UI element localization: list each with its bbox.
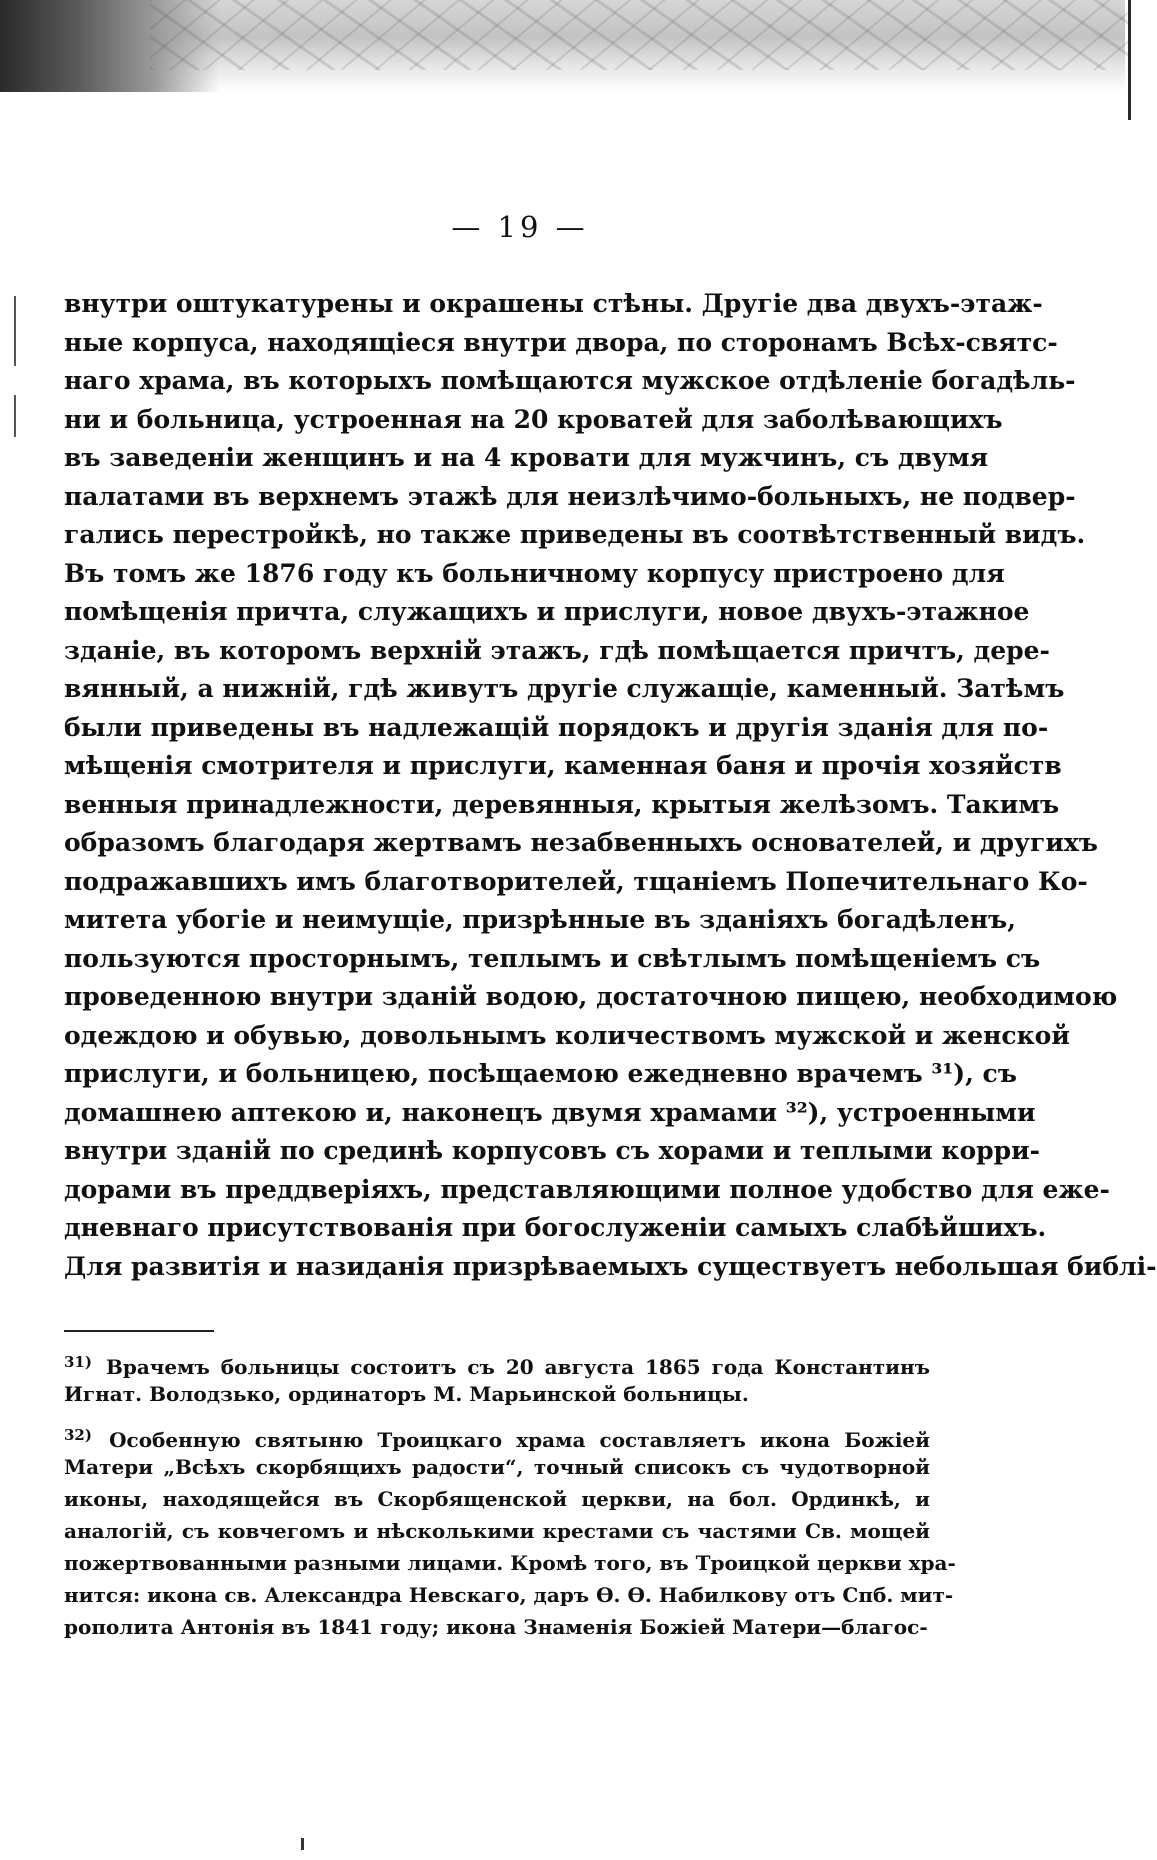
text-line: мѣщенія смотрителя и прислуги, каменная баня и прочія хозяйств — [64, 751, 1062, 780]
text-line: гались перестройкѣ, но также приведены въ соотвѣтственный видъ. — [64, 520, 1086, 549]
footnote-text: Врачемъ больницы состоитъ съ 20 августа 1865 года Константинъ — [105, 1355, 930, 1379]
text-line: ные корпуса, находящіеся внутри двора, по сторонамъ Всѣх-святс- — [64, 327, 1058, 357]
text-line: помѣщенія причта, служащихъ и прислуги, новое двухъ-этажное — [64, 597, 1030, 626]
footnote-line: Игнат. Володзько, ординаторъ М. Марьинской больницы. — [64, 1382, 749, 1406]
text-line: были приведены въ надлежащій порядокъ и другія зданія для по- — [64, 712, 1049, 742]
body-text — [64, 285, 1157, 1286]
footnote-number: 32) — [64, 1426, 92, 1444]
text-line: внутри оштукатурены и окрашены стѣны. Другіе два двухъ-этаж- — [64, 289, 1043, 318]
footnote-number: 31) — [64, 1353, 92, 1371]
text-line: домашнею аптекою и, наконецъ двумя храмами ³²), устроенными — [64, 1097, 1036, 1127]
footnote-line — [64, 1346, 930, 1378]
text-line: проведенною внутри зданій водою, достаточною пищею, необходимою — [64, 982, 1118, 1011]
text-line: Для развитія и назиданія призрѣваемыхъ существуетъ небольшая библі- — [64, 1251, 1157, 1281]
text-line: венныя принадлежности, деревянныя, крытыя желѣзомъ. Такимъ — [64, 789, 1060, 819]
scan-speck — [301, 1838, 304, 1850]
text-line: внутри зданій по срединѣ корпусовъ съ хорами и теплыми корри- — [64, 1136, 1041, 1165]
text-line: палатами въ верхнемъ этажѣ для неизлѣчимо-больныхъ, не подвер- — [64, 481, 1076, 511]
footnote-text: Особенную святыню Троицкаго храма составляетъ икона Божіей — [109, 1428, 930, 1452]
footnote-line: рополита Антонія въ 1841 году; икона Знаменія Божіей Матери—благос- — [64, 1615, 928, 1639]
scan-border-top — [0, 0, 1125, 92]
text-line: одеждою и обувью, довольнымъ количествомъ мужской и женской — [64, 1020, 1070, 1050]
footnote-line: пожертвованными разными лицами. Кромѣ того, въ Троицкой церкви хра- — [64, 1551, 956, 1575]
text-line: образомъ благодаря жертвамъ незабвенныхъ основателей, и другихъ — [64, 828, 1098, 857]
footnote-divider — [64, 1330, 214, 1332]
text-line: дневнаго присутствованія при богослуженіи самыхъ слабѣйшихъ. — [64, 1213, 1047, 1242]
footnote-32 — [64, 1419, 956, 1643]
text-line: прислуги, и больницею, посѣщаемою ежедневно врачемъ ³¹), съ — [64, 1059, 1017, 1088]
page-number: — 19 — — [451, 210, 589, 244]
footnote-line: аналогій, съ ковчегомъ и нѣсколькими крестами съ частями Св. мощей — [64, 1519, 930, 1543]
margin-mark — [14, 296, 16, 366]
footnote-line: Матери „Всѣхъ скорбящихъ радости“, точный списокъ съ чудотворной — [64, 1455, 930, 1479]
book-cover-pattern — [150, 0, 1130, 70]
text-line: ни и больница, устроенная на 20 кроватей для заболѣвающихъ — [64, 404, 1003, 434]
text-line: пользуются просторнымъ, теплымъ и свѣтлымъ помѣщеніемъ съ — [64, 943, 1041, 973]
text-line: митета убогіе и неимущіе, призрѣнные въ зданіяхъ богадѣленъ, — [64, 905, 1016, 934]
text-line: дорами въ преддверіяхъ, представляющими полное удобство для еже- — [64, 1174, 1110, 1204]
text-line: зданіе, въ которомъ верхній этажъ, гдѣ помѣщается причтъ, дере- — [64, 635, 1050, 665]
footnote-31 — [64, 1346, 930, 1410]
text-line: подражавшихъ имъ благотворителей, тщаніемъ Попечительнаго Ко- — [64, 866, 1088, 896]
scan-edge-right — [1128, 0, 1131, 120]
footnotes — [64, 1346, 956, 1652]
text-line: наго храма, въ которыхъ помѣщаются мужское отдѣленіе богадѣль- — [64, 366, 1076, 395]
text-line: въ заведеніи женщинъ и на 4 кровати для мужчинъ, съ двумя — [64, 443, 989, 472]
margin-mark — [14, 395, 16, 437]
footnote-line — [64, 1419, 930, 1451]
text-line: вянный, а нижній, гдѣ живутъ другіе служащіе, каменный. Затѣмъ — [64, 674, 1065, 703]
text-line: Въ томъ же 1876 году къ больничному корпусу пристроено для — [64, 558, 1005, 588]
footnote-line: нится: икона св. Александра Невскаго, даръ Ѳ. Ѳ. Набилкову отъ Спб. мит- — [64, 1583, 954, 1607]
footnote-line: иконы, находящейся въ Скорбященской церкви, на бол. Ординкѣ, и — [64, 1487, 930, 1511]
